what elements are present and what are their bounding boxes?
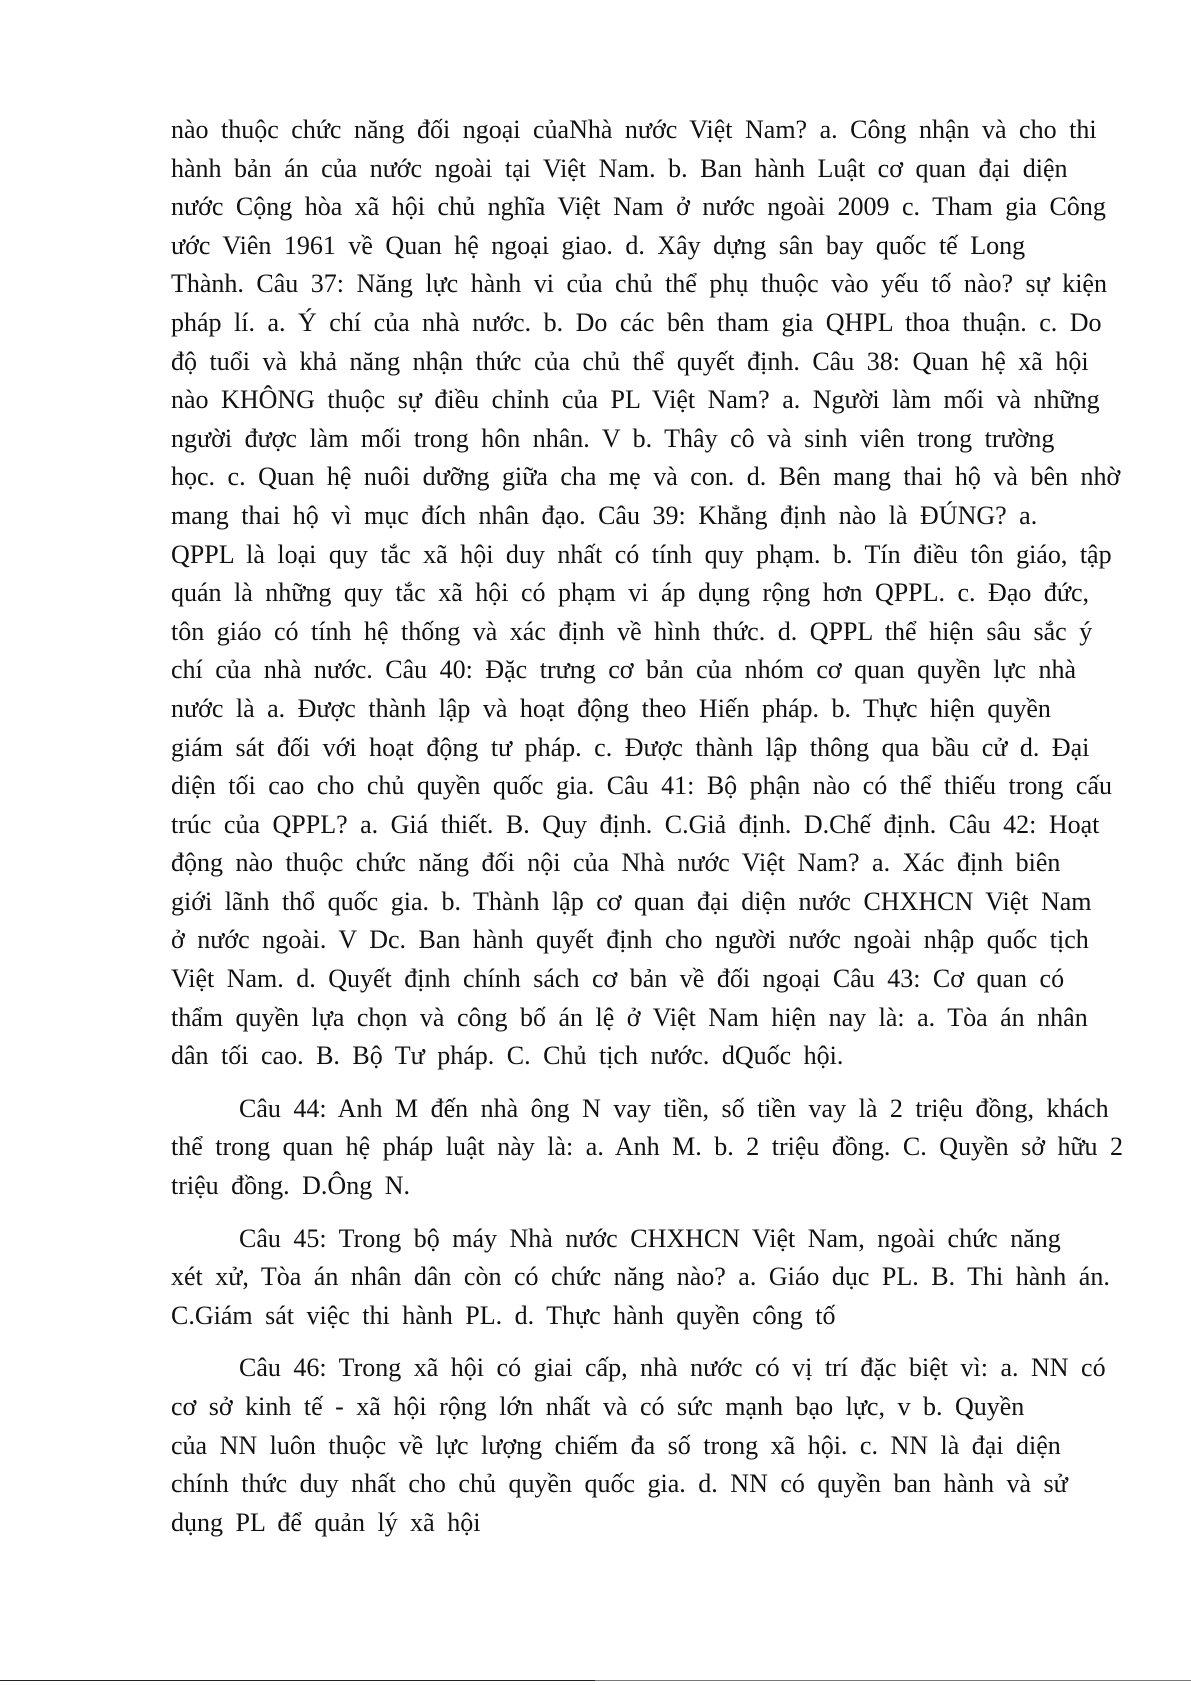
text-line: nào KHÔNG thuộc sự điều chỉnh của PL Việt Nam? a. Người làm mối và những xyxy=(171,385,1100,415)
text-line: học. c. Quan hệ nuôi dưỡng giữa cha mẹ và con. d. Bên mang thai hộ và bên nhờ xyxy=(171,462,1121,492)
paragraph-spacer xyxy=(171,1076,1191,1090)
footer-divider xyxy=(0,1680,595,1681)
text-line: trúc của QPPL? a. Giá thiết. B. Quy định. C.Giả định. D.Chế định. Câu 42: Hoạt xyxy=(171,809,1100,839)
text-line: pháp lí. a. Ý chí của nhà nước. b. Do các bên tham gia QHPL thoa thuận. c. Do xyxy=(171,307,1102,337)
text-line: Việt Nam. d. Quyết định chính sách cơ bản về đối ngoại Câu 43: Cơ quan có xyxy=(171,964,1065,994)
text-line: ở nước ngoài. V Dc. Ban hành quyết định cho người nước ngoài nhập quốc tịch xyxy=(171,925,1089,955)
text-line: quán là những quy tắc xã hội có phạm vi áp dụng rộng hơn QPPL. c. Đạo đức, xyxy=(171,578,1090,608)
text-line: động nào thuộc chức năng đối nội của Nhà nước Việt Nam? a. Xác định biên xyxy=(171,848,1061,878)
text-line: chính thức duy nhất cho chủ quyền quốc gia. d. NN có quyền ban hành và sử xyxy=(171,1469,1068,1499)
text-line: diện tối cao cho chủ quyền quốc gia. Câu 41: Bộ phận nào có thể thiếu trong cấu xyxy=(171,771,1112,801)
footer-divider-thin xyxy=(595,1680,1191,1681)
paragraph-spacer xyxy=(171,1335,1191,1349)
text-line: QPPL là loại quy tắc xã hội duy nhất có tính quy phạm. b. Tín điều tôn giáo, tập xyxy=(171,539,1112,569)
text-line: độ tuổi và khả năng nhận thức của chủ thể quyết định. Câu 38: Quan hệ xã hội xyxy=(171,346,1089,376)
text-line: dụng PL để quản lý xã hội xyxy=(171,1507,481,1537)
text-line: mang thai hộ vì mục đích nhân đạo. Câu 39: Khẳng định nào là ĐÚNG? a. xyxy=(171,500,1038,530)
text-line: thẩm quyền lựa chọn và công bố án lệ ở Việt Nam hiện nay là: a. Tòa án nhân xyxy=(171,1002,1088,1032)
text-line: giám sát đối với hoạt động tư pháp. c. Được thành lập thông qua bầu cử d. Đại xyxy=(171,732,1090,762)
text-line: của NN luôn thuộc về lực lượng chiếm đa số trong xã hội. c. NN là đại diện xyxy=(171,1430,1061,1460)
text-line: C.Giám sát việc thi hành PL. d. Thực hành quyền công tố xyxy=(171,1300,836,1330)
text-line: Câu 44: Anh M đến nhà ông N vay tiền, số tiền vay là 2 triệu đồng, khách xyxy=(239,1093,1109,1123)
paragraph-question-46 xyxy=(171,1349,1191,1542)
text-line: xét xử, Tòa án nhân dân còn có chức năng nào? a. Giáo dục PL. B. Thi hành án. xyxy=(171,1262,1110,1292)
text-line: nào thuộc chức năng đối ngoại củaNhà nước Việt Nam? a. Công nhận và cho thi xyxy=(171,115,1097,144)
text-line: ước Viên 1961 về Quan hệ ngoại giao. d. Xây dựng sân bay quốc tế Long xyxy=(171,230,1026,260)
text-line: dân tối cao. B. Bộ Tư pháp. C. Chủ tịch nước. dQuốc hội. xyxy=(171,1041,844,1071)
paragraph-question-45 xyxy=(171,1220,1191,1336)
text-line: giới lãnh thổ quốc gia. b. Thành lập cơ quan đại diện nước CHXHCN Việt Nam xyxy=(171,886,1092,916)
text-line: tôn giáo có tính hệ thống và xác định về hình thức. d. QPPL thể hiện sâu sắc ý xyxy=(171,616,1093,646)
document-body xyxy=(171,111,1191,1542)
text-line: nước Cộng hòa xã hội chủ nghĩa Việt Nam ở nước ngoài 2009 c. Tham gia Công xyxy=(171,192,1106,222)
text-line: Thành. Câu 37: Năng lực hành vi của chủ thể phụ thuộc vào yếu tố nào? sự kiện xyxy=(171,269,1107,299)
text-line: Câu 45: Trong bộ máy Nhà nước CHXHCN Việt Nam, ngoài chức năng xyxy=(239,1223,1061,1253)
text-line: cơ sở kinh tế - xã hội rộng lớn nhất và có sức mạnh bạo lực, v b. Quyền xyxy=(171,1392,1025,1421)
paragraph-question-44 xyxy=(171,1090,1191,1206)
text-line: Câu 46: Trong xã hội có giai cấp, nhà nước có vị trí đặc biệt vì: a. NN có xyxy=(239,1353,1106,1383)
text-line: hành bản án của nước ngoài tại Việt Nam. b. Ban hành Luật cơ quan đại diện xyxy=(171,153,1068,183)
text-line: người được làm mối trong hôn nhân. V b. Thây cô và sinh viên trong trường xyxy=(171,423,1055,453)
text-line: nước là a. Được thành lập và hoạt động theo Hiến pháp. b. Thực hiện quyền xyxy=(171,693,1051,723)
text-line: triệu đồng. D.Ông N. xyxy=(171,1171,410,1201)
text-line: chí của nhà nước. Câu 40: Đặc trưng cơ bản của nhóm cơ quan quyền lực nhà xyxy=(171,655,1077,685)
paragraph-main xyxy=(171,111,1191,1076)
paragraph-spacer xyxy=(171,1206,1191,1220)
text-line: thể trong quan hệ pháp luật này là: a. Anh M. b. 2 triệu đồng. C. Quyền sở hữu 2 xyxy=(171,1132,1124,1162)
